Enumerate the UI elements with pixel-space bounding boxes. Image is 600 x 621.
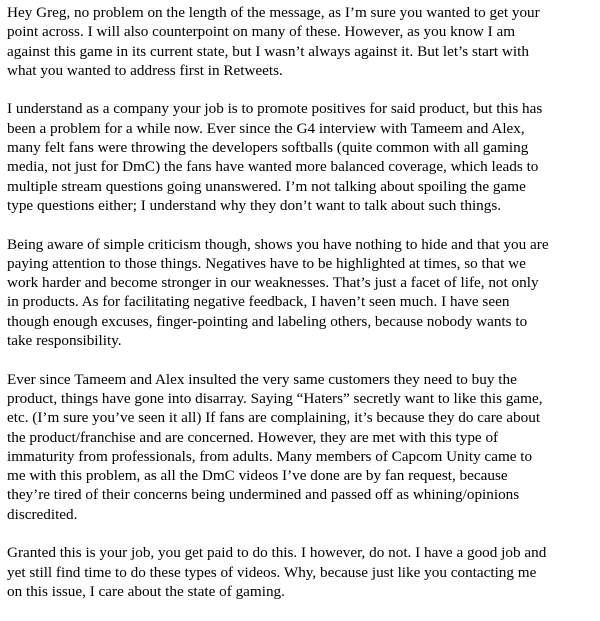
text-line: Being aware of simple criticism though, shows you have nothing to hide and that you are <box>7 235 549 253</box>
text-line: the product/franchise and are concerned. However, they are met with this type of <box>7 428 499 446</box>
text-line: me with this problem, as all the DmC videos I’ve done are by fan request, because <box>7 467 508 485</box>
text-line: what you wanted to address first in Retweets. <box>7 61 283 79</box>
paragraph-4 <box>7 370 595 524</box>
text-line: etc. (I’m sure you’ve seen it all) If fans are complaining, it’s because they do care about <box>7 409 541 427</box>
document-body <box>7 3 595 621</box>
text-line: though enough excuses, finger-pointing and labeling others, because nobody wants to <box>7 312 528 330</box>
text-line: multiple stream questions going unanswered. I’m not talking about spoiling the game <box>7 177 526 195</box>
text-line: take responsibility. <box>7 332 122 350</box>
text-line: in products. As for facilitating negative feedback, I haven’t seen much. I have seen <box>7 293 510 311</box>
text-line: Ever since Tameem and Alex insulted the very same customers they need to buy the <box>7 370 517 388</box>
paragraph-2 <box>7 99 595 215</box>
text-line: they’re tired of their concerns being undermined and passed off as whining/opinions <box>7 486 520 504</box>
text-line: immaturity from professionals, from adults. Many members of Capcom Unity came to <box>7 447 533 465</box>
paragraph-5 <box>7 543 595 601</box>
text-line: media, not just for DmC) the fans have wanted more balanced coverage, which leads to <box>7 158 539 176</box>
text-line: paying attention to those things. Negatives have to be highlighted at times, so that we <box>7 254 526 272</box>
text-line: product, things have gone into disarray. Saying “Haters” secretly want to like this game, <box>7 389 543 407</box>
text-line: type questions either; I understand why they don’t want to talk about such things. <box>7 196 502 214</box>
text-line: work harder and become stronger in our weaknesses. That’s just a facet of life, not only <box>7 274 539 292</box>
text-line: on this issue, I care about the state of gaming. <box>7 582 285 600</box>
text-line: Granted this is your job, you get paid to do this. I however, do not. I have a good job and <box>7 544 547 562</box>
text-line: yet still find time to do these types of videos. Why, because just like you contacting me <box>7 563 537 581</box>
text-line: Hey Greg, no problem on the length of the message, as I’m sure you wanted to get your <box>7 4 540 21</box>
text-line: been a problem for a while now. Ever since the G4 interview with Tameem and Alex, <box>7 119 525 137</box>
paragraph-3 <box>7 235 595 351</box>
paragraph-1 <box>7 3 595 80</box>
text-line: I understand as a company your job is to promote positives for said product, but this has <box>7 100 543 118</box>
text-line: discredited. <box>7 505 78 523</box>
text-line: against this game in its current state, but I wasn’t always against it. But let’s start with <box>7 42 529 60</box>
text-line: point across. I will also counterpoint on many of these. However, as you know I am <box>7 23 516 41</box>
text-line: many felt fans were throwing the developers softballs (quite common with all gaming <box>7 139 529 157</box>
